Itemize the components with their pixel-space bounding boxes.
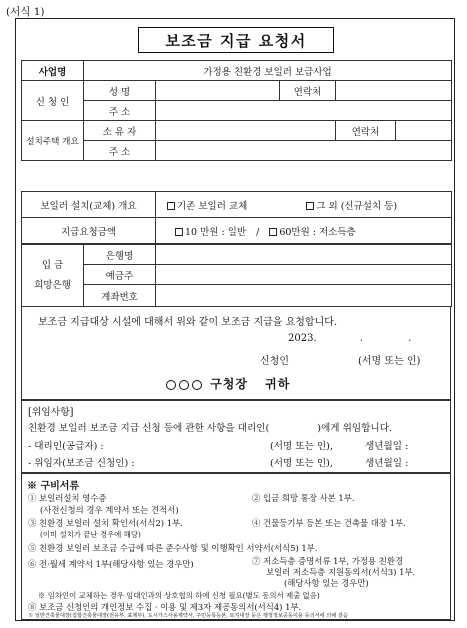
install-address-field[interactable]	[156, 141, 452, 161]
bank-name-field[interactable]	[156, 245, 452, 265]
principal-birth-label: 생년월일 :	[365, 458, 409, 469]
delegation-statement: 친환경 보일러 보조금 지급 신청 등에 관한 사항을 대리인( )에게 위임합니다.	[28, 423, 393, 434]
install-house-label: 설치주택 개요	[22, 121, 84, 161]
amount-separator: /	[256, 226, 260, 238]
doc-item-2: ② 입금 희망 통장 사본 1부.	[252, 493, 355, 503]
delegation-section	[21, 400, 451, 473]
bank-label	[22, 245, 84, 307]
bank-name-label: 은행명	[84, 245, 156, 265]
form-title: 보조금 지급 요청서	[138, 27, 334, 53]
holder-field[interactable]	[156, 265, 452, 285]
bank-label-line1: 입 금	[41, 259, 64, 271]
recipient-suffix: 귀하	[265, 377, 291, 391]
applicant-table	[21, 60, 452, 161]
business-value: 가정용 친환경 보일러 보급사업	[84, 61, 452, 81]
agent-label: - 대리인(공급자) :	[28, 441, 104, 452]
boiler-opt1[interactable]: 기존 보일러 교체	[167, 201, 247, 212]
doc-item-7-line2: 보일러 저소득층 지원동의서(서식3) 1부.	[266, 567, 416, 577]
applicant-name-label: 성 명	[84, 81, 156, 101]
account-field[interactable]	[156, 285, 452, 307]
recipient-line	[166, 375, 290, 392]
amount-opt2[interactable]: 60만원 : 저소득층	[269, 227, 355, 238]
owner-field[interactable]	[156, 121, 336, 141]
doc-item-7-line3: (해당사항 있는 경우만)	[284, 578, 369, 588]
applicant-sign-field[interactable]: (서명 또는 인)	[358, 356, 421, 367]
applicant-address-label: 주 소	[84, 101, 156, 121]
doc-item-3-note: (이미 설치가 끝난 경우에 해당)	[40, 530, 141, 539]
owner-contact-cell	[336, 121, 452, 141]
doc-item-3: ③ 친환경 보일러 설치 확인서(서식2) 1부.	[28, 518, 183, 528]
checkbox-icon[interactable]	[167, 202, 175, 210]
boiler-table	[21, 191, 452, 244]
form-number-label: (서식 1)	[6, 6, 45, 18]
amount-label: 지급요청금액	[22, 218, 156, 244]
doc-item-6: ⑥ 전·월세 계약서 1부(해당사항 있는 경우만)	[28, 559, 194, 569]
owner-contact-label: 연락처	[336, 121, 396, 140]
circle-icon	[179, 380, 189, 390]
doc-item-7: ⑦ 저소득층 증명서류 1부, 가정용 친환경	[252, 556, 404, 566]
checkbox-icon[interactable]	[306, 202, 314, 210]
documents-section	[21, 473, 451, 620]
boiler-label: 보일러 설치(교체) 개요	[22, 192, 156, 218]
applicant-address-field[interactable]	[156, 101, 452, 121]
applicant-sign-label: 신청인	[260, 356, 289, 367]
account-label: 계좌번호	[84, 285, 156, 307]
owner-label: 소 유 자	[84, 121, 156, 141]
request-section	[21, 306, 451, 400]
holder-label: 예금주	[84, 265, 156, 285]
delegation-heading: [위임사항]	[28, 407, 74, 418]
amount-opt1[interactable]: 10 만원 : 일반	[175, 227, 246, 238]
doc-item-1: ① 보일러설치 영수증	[28, 493, 107, 503]
agent-sign-field[interactable]: (서명 또는 인),	[270, 441, 333, 452]
bank-label-line2: 희망은행	[34, 279, 71, 291]
doc-note-1: ※ 임차인이 교체하는 경우 임대인과의 상호협의 하에 신청 필요(별도 동의서 제출 없음)	[38, 591, 320, 600]
boiler-opt2[interactable]: 그 외 (신규설치 등)	[306, 201, 397, 212]
doc-item-4: ④ 건물등기부 등본 또는 건축물 대장 1부.	[252, 518, 406, 528]
checkbox-icon[interactable]	[175, 228, 183, 236]
applicant-contact-field[interactable]	[336, 81, 452, 101]
recipient-title: 구청장	[210, 377, 248, 391]
bank-table	[21, 244, 452, 307]
circle-icon	[166, 380, 176, 390]
request-date[interactable]: 2023. . .	[288, 333, 412, 344]
checkbox-icon[interactable]	[269, 228, 277, 236]
doc-item-8: ⑧ 보조금 신청인의 개인정보 수집 · 이용 및 제3자 제공동의서(서식4) 1부.	[28, 602, 302, 612]
install-address-label: 주 소	[84, 141, 156, 161]
request-statement: 보조금 지급대상 시설에 대해서 위와 같이 보조금 지급을 요청합니다.	[38, 317, 338, 328]
boiler-options	[156, 192, 452, 218]
principal-sign-field[interactable]: (서명 또는 인),	[270, 458, 333, 469]
business-label: 사업명	[22, 61, 84, 81]
applicant-label: 신 청 인	[22, 81, 84, 121]
agent-birth-label: 생년월일 :	[365, 441, 409, 452]
documents-heading: ※ 구비서류	[27, 481, 80, 492]
principal-label: - 위임자(보조금 신청인) :	[28, 458, 135, 469]
applicant-contact-label: 연락처	[280, 81, 336, 101]
amount-options	[156, 218, 452, 244]
doc-note-2: ※ 일반건축물대장(집합건축물대장(전유부, 표제부), 도시가스사용계약서, 주민등록등본, 토지대장 등은 행정정보공동이용 동의서에 의해 갈음	[28, 613, 348, 619]
doc-item-5: ⑤ 친환경 보일러 보조금 수급에 따른 준수사항 및 이행확인 서약서(서식5) 1부.	[28, 543, 318, 553]
applicant-name-field[interactable]	[156, 81, 280, 101]
form-container	[15, 18, 455, 621]
circle-icon	[192, 380, 202, 390]
doc-item-1-note: (사전신청의 경우 계약서 또는 견적서)	[40, 505, 179, 515]
